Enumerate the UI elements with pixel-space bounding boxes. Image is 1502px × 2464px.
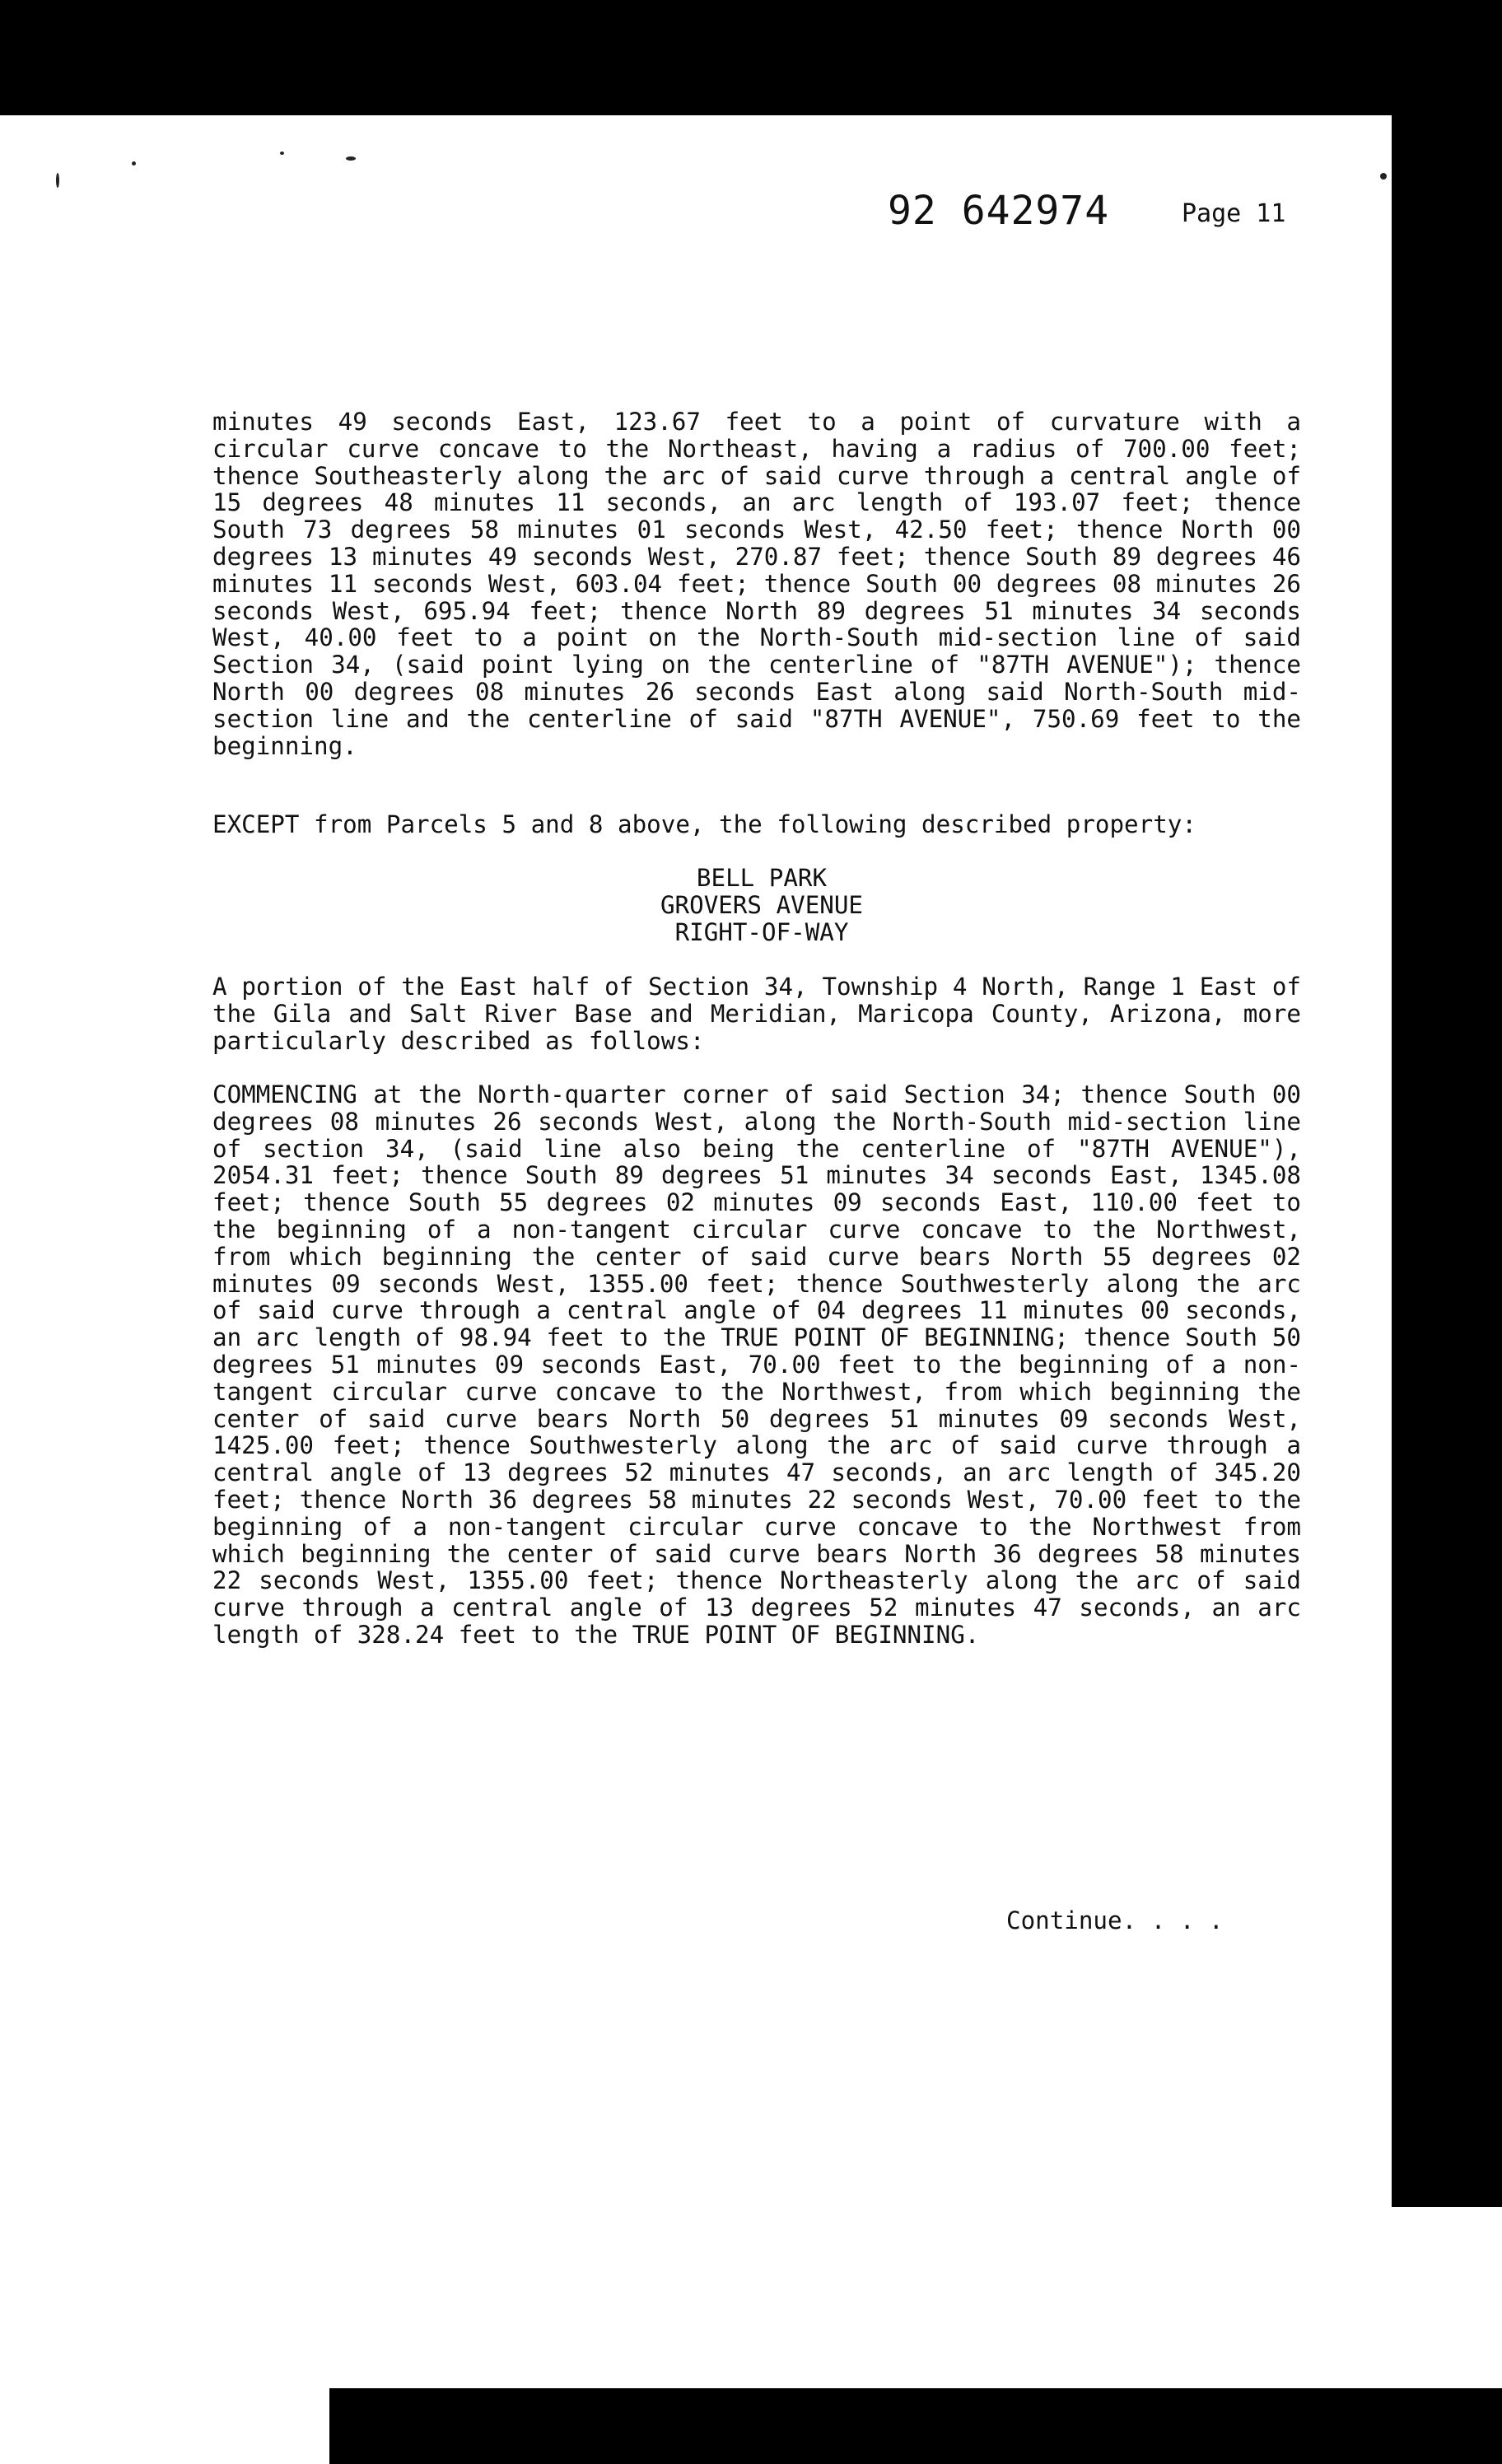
scan-speck <box>1380 173 1387 180</box>
scan-speck <box>280 152 284 155</box>
except-line: EXCEPT from Parcels 5 and 8 above, the following described property: <box>212 810 1196 838</box>
scan-border-top <box>0 0 1502 115</box>
scan-border-bottom-gap <box>0 2388 329 2464</box>
page-label: Page 11 <box>1182 199 1286 228</box>
scan-speck <box>346 156 356 161</box>
scan-speck <box>56 173 59 188</box>
scan-speck <box>132 161 136 166</box>
paragraph-continuation: minutes 49 seconds East, 123.67 feet to a point of curvature with a circular curve concave to the Northeast, having a radius of 700.00 feet; thence Southeasterly along the arc of said curve through a central angle of 15 degrees 48 minutes 11 seconds, an arc length of 193.07 feet; thence South 73 degrees 58 minutes 01 seconds West, 42.50 feet; thence North 00 degrees 13 minutes 49 seconds West, 270.87 feet; thence South 89 degrees 46 minutes 11 seconds West, 603.04 feet; thence South 00 degrees 08 minutes 26 seconds West, 695.94 feet; thence North 89 degrees 51 minutes 34 seconds West, 40.00 feet to a point on the North-South mid-section line of said Section 34, (said point lying on the centerline of "87TH AVENUE"); thence North 00 degrees 08 minutes 26 seconds East along said North-South mid-section line and the centerline of said "87TH AVENUE", 750.69 feet to the beginning. <box>212 408 1301 760</box>
scan-border-right <box>1392 0 1502 2207</box>
heading-line-1: BELL PARK <box>696 864 828 892</box>
document-number: 92 642974 <box>888 188 1110 234</box>
heading-line-2: GROVERS AVENUE <box>660 891 863 919</box>
heading-line-3: RIGHT-OF-WAY <box>674 918 849 946</box>
continue-text: Continue. . . . <box>1006 1906 1224 1934</box>
paragraph-portion: A portion of the East half of Section 34, Township 4 North, Range 1 East of the Gila and Salt River Base and Meridian, Maricopa County, Arizona, more particularly described as follows: <box>212 973 1301 1055</box>
paragraph-commencing: COMMENCING at the North-quarter corner of said Section 34; thence South 00 degrees 08 minutes 26 seconds West, along the North-South mid-section line of section 34, (said line also being the centerline of "87TH AVENUE"), 2054.31 feet; thence South 89 degrees 51 minutes 34 seconds East, 1345.08 feet; thence South 55 degrees 02 minutes 09 seconds East, 110.00 feet to the beginning of a non-tangent circular curve concave to the Northwest, from which beginning the center of said curve bears North 55 degrees 02 minutes 09 seconds West, 1355.00 feet; thence Southwesterly along the arc of said curve through a central angle of 04 degrees 11 minutes 00 seconds, an arc length of 98.94 feet to the TRUE POINT OF BEGINNING; thence South 50 degrees 51 minutes 09 seconds East, 70.00 feet to the beginning of a non-tangent circular curve concave to the Northwest, from which beginning the center of said curve bears North 50 degrees 51 minutes 09 seconds West, 1425.00 feet; thence Southwesterly along the arc of said curve through a central angle of 13 degrees 52 minutes 47 seconds, an arc length of 345.20 feet; thence North 36 degrees 58 minutes 22 seconds West, 70.00 feet to the beginning of a non-tangent circular curve concave to the Northwest from which beginning the center of said curve bears North 36 degrees 58 minutes 22 seconds West, 1355.00 feet; thence Northeasterly along the arc of said curve through a central angle of 13 degrees 52 minutes 47 seconds, an arc length of 328.24 feet to the TRUE POINT OF BEGINNING. <box>212 1080 1301 1649</box>
